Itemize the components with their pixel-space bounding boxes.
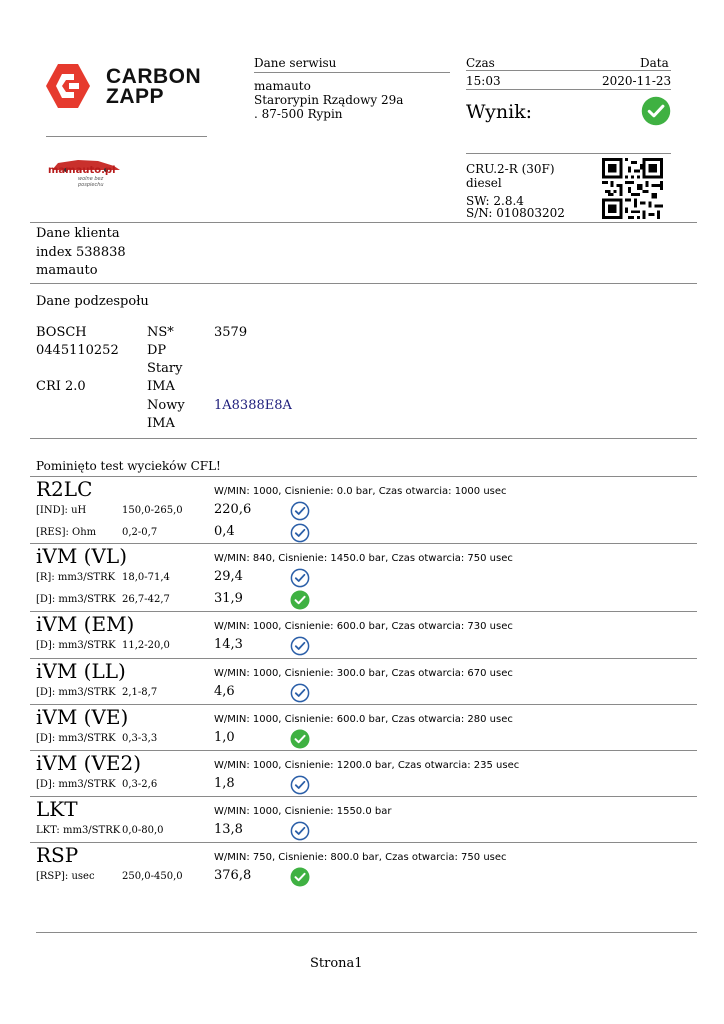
footer-divider xyxy=(36,932,697,933)
date-label: Data xyxy=(640,56,669,70)
test-row-label: [IND]: uH xyxy=(36,505,87,516)
logo-text-zapp: ZAPP xyxy=(106,85,165,108)
date-value: 2020-11-23 xyxy=(602,74,672,88)
test-title: RSP xyxy=(36,843,79,867)
dp-label: DP xyxy=(147,343,167,358)
page-number: Strona1 xyxy=(310,956,363,971)
client-divider xyxy=(30,283,697,284)
service-address: Starorypin Rządowy 29a xyxy=(254,93,404,107)
device-fuel: diesel xyxy=(466,176,502,190)
check-circle-icon xyxy=(290,636,310,656)
test-row-range: 0,3-3,3 xyxy=(122,733,158,744)
test-row-value: 1,8 xyxy=(214,776,235,791)
new-label: Nowy xyxy=(147,398,185,413)
check-circle-icon xyxy=(290,683,310,703)
service-city: . 87-500 Rypin xyxy=(254,107,343,121)
test-row-value: 4,6 xyxy=(214,684,235,699)
component-brand: BOSCH xyxy=(36,325,87,340)
test-conditions: W/MIN: 1000, Cisnienie: 1550.0 bar xyxy=(214,806,392,817)
device-sn: S/N: 010803202 xyxy=(466,206,565,220)
test-row-value: 31,9 xyxy=(214,591,243,606)
test-row-label: [D]: mm3/STRK xyxy=(36,594,116,605)
test-row-range: 0,0-80,0 xyxy=(122,825,164,836)
time-value: 15:03 xyxy=(466,74,501,88)
test-row-range: 150,0-265,0 xyxy=(122,505,183,516)
result-label: Wynik: xyxy=(466,101,533,123)
mamauto-logo xyxy=(46,158,126,188)
test-row-range: 250,0-450,0 xyxy=(122,871,183,882)
check-circle-icon xyxy=(290,523,310,543)
test-row-label: [RSP]: usec xyxy=(36,871,95,882)
carbon-zapp-logo-icon xyxy=(44,62,92,110)
test-row-range: 0,2-0,7 xyxy=(122,527,158,538)
result-ok-icon xyxy=(641,96,671,126)
carbon-zapp-logo xyxy=(44,62,202,110)
test-title: iVM (VE) xyxy=(36,705,129,729)
test-conditions: W/MIN: 750, Cisnienie: 800.0 bar, Czas otwarcia: 750 usec xyxy=(214,852,507,863)
test-title: iVM (VL) xyxy=(36,544,128,568)
cfl-notice: Pominięto test wycieków CFL! xyxy=(36,459,221,473)
ns-label: NS* xyxy=(147,325,174,340)
test-row-value: 220,6 xyxy=(214,502,252,517)
new-ima-label: IMA xyxy=(147,416,175,431)
test-conditions: W/MIN: 1000, Cisnienie: 600.0 bar, Czas otwarcia: 730 usec xyxy=(214,621,513,632)
test-row-value: 14,3 xyxy=(214,637,243,652)
test-divider xyxy=(30,476,697,477)
time-label: Czas xyxy=(466,56,495,70)
component-label: Dane podzespołu xyxy=(36,294,149,309)
test-row-label: [D]: mm3/STRK xyxy=(36,640,116,651)
mamauto-logo-brand: mamauto.pl xyxy=(48,165,116,176)
qr-code xyxy=(602,158,663,219)
test-divider xyxy=(30,704,697,705)
test-row-value: 13,8 xyxy=(214,822,243,837)
ok-icon xyxy=(290,867,310,887)
component-divider xyxy=(30,438,697,439)
test-row-value: 376,8 xyxy=(214,868,252,883)
device-sw: SW: 2.8.4 xyxy=(466,194,524,208)
result-divider xyxy=(466,153,671,154)
new-ima-value: 1A8388E8A xyxy=(214,398,292,413)
test-divider xyxy=(30,658,697,659)
test-row-range: 2,1-8,7 xyxy=(122,687,158,698)
test-row-label: [RES]: Ohm xyxy=(36,527,97,538)
check-circle-icon xyxy=(290,568,310,588)
test-title: iVM (LL) xyxy=(36,659,126,683)
test-conditions: W/MIN: 1000, Cisnienie: 300.0 bar, Czas otwarcia: 670 usec xyxy=(214,668,513,679)
logo-underline xyxy=(46,136,207,137)
service-divider xyxy=(254,72,450,73)
check-circle-icon xyxy=(290,775,310,795)
client-index: index 538838 xyxy=(36,245,126,260)
test-row-value: 0,4 xyxy=(214,524,235,539)
service-label: Dane serwisu xyxy=(254,56,337,70)
ok-icon xyxy=(290,590,310,610)
device-model: CRU.2-R (30F) xyxy=(466,162,555,176)
test-row-range: 0,3-2,6 xyxy=(122,779,158,790)
service-name: mamauto xyxy=(254,79,311,93)
test-title: iVM (VE2) xyxy=(36,751,142,775)
test-row-range: 26,7-42,7 xyxy=(122,594,170,605)
client-name: mamauto xyxy=(36,263,98,278)
test-row-value: 29,4 xyxy=(214,569,243,584)
test-conditions: W/MIN: 840, Cisnienie: 1450.0 bar, Czas otwarcia: 750 usec xyxy=(214,553,513,564)
test-row-range: 11,2-20,0 xyxy=(122,640,170,651)
component-type: CRI 2.0 xyxy=(36,379,86,394)
test-row-label: LKT: mm3/STRK xyxy=(36,825,121,836)
logo-text-carbon: CARBON xyxy=(106,65,202,88)
test-conditions: W/MIN: 1000, Cisnienie: 1200.0 bar, Czas otwarcia: 235 usec xyxy=(214,760,520,771)
header-divider xyxy=(30,222,697,223)
test-row-label: [D]: mm3/STRK xyxy=(36,733,116,744)
test-row-value: 1,0 xyxy=(214,730,235,745)
test-divider xyxy=(30,543,697,544)
check-circle-icon xyxy=(290,821,310,841)
component-number: 0445110252 xyxy=(36,343,119,358)
test-conditions: W/MIN: 1000, Cisnienie: 0.0 bar, Czas otwarcia: 1000 usec xyxy=(214,486,507,497)
ns-value: 3579 xyxy=(214,325,248,340)
test-row-label: [D]: mm3/STRK xyxy=(36,779,116,790)
test-title: iVM (EM) xyxy=(36,612,135,636)
mamauto-logo-tagline: wolne bez pospiechu xyxy=(78,176,104,188)
time-divider xyxy=(466,70,671,71)
client-label: Dane klienta xyxy=(36,226,120,241)
test-title: LKT xyxy=(36,797,78,821)
test-divider xyxy=(30,842,697,843)
test-row-range: 18,0-71,4 xyxy=(122,572,170,583)
test-row-label: [R]: mm3/STRK xyxy=(36,572,116,583)
date-divider xyxy=(466,89,671,90)
old-label: Stary xyxy=(147,361,183,376)
test-title: R2LC xyxy=(36,477,93,501)
ok-icon xyxy=(290,729,310,749)
ima-label: IMA xyxy=(147,379,175,394)
test-divider xyxy=(30,796,697,797)
check-circle-icon xyxy=(290,501,310,521)
test-row-label: [D]: mm3/STRK xyxy=(36,687,116,698)
test-conditions: W/MIN: 1000, Cisnienie: 600.0 bar, Czas otwarcia: 280 usec xyxy=(214,714,513,725)
